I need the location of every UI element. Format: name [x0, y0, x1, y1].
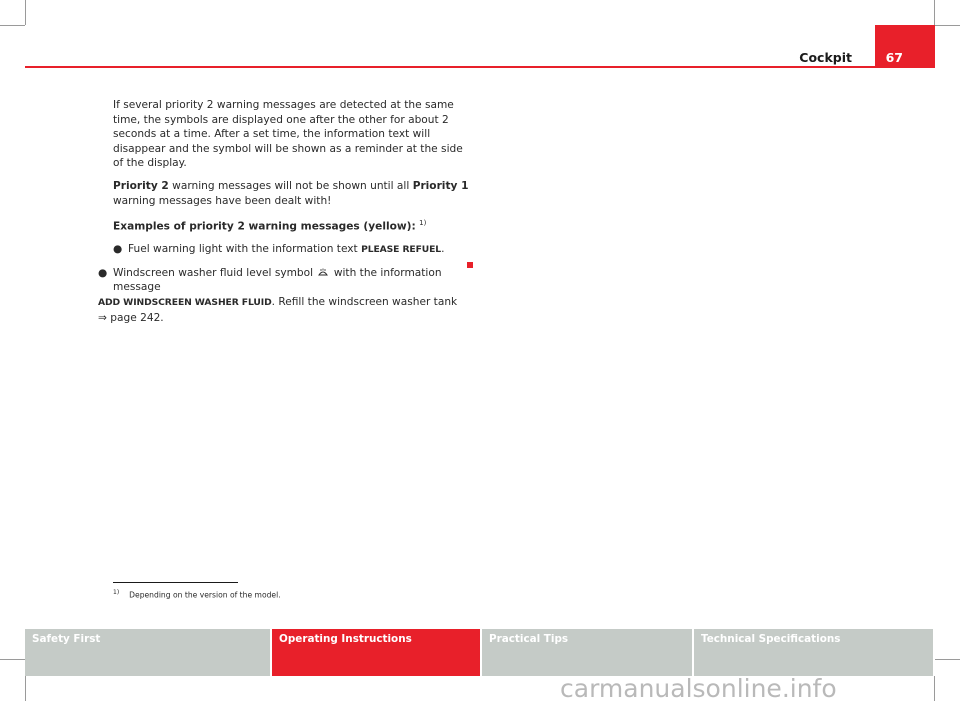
crop-mark — [25, 0, 26, 25]
footer-tab-practical-tips[interactable]: Practical Tips — [482, 629, 692, 676]
footer-tab-safety-first[interactable]: Safety First — [25, 629, 270, 676]
watermark: carmanualsonline.info — [560, 674, 837, 703]
bullet-icon: ● — [98, 266, 108, 279]
crop-mark — [934, 676, 935, 701]
crop-mark — [25, 676, 26, 701]
crop-mark — [934, 0, 935, 25]
section-title: Cockpit — [799, 50, 852, 65]
main-content — [98, 98, 473, 333]
page-number: 67 — [885, 50, 903, 65]
cross-ref-link[interactable]: ⇒ page 242. — [98, 311, 164, 324]
footer-tab-technical-specifications[interactable]: Technical Specifications — [694, 629, 933, 676]
crop-mark — [935, 659, 960, 660]
footnote: $^{1)}$ Depending on the version of the model. — [113, 589, 281, 600]
footer-nav — [25, 629, 935, 676]
examples-heading: Examples of priority 2 warning messages (yellow): $^{1)}$ — [113, 219, 427, 233]
washer-fluid-icon — [318, 268, 328, 277]
list-item: ● Fuel warning light with the information text PLEASE REFUEL. — [113, 243, 445, 256]
list-item: ● Windscreen washer fluid level symbol with the information message ADD WINDSCREEN WASHER FLUID. Refill the windscreen washer tank ⇒ page 242. — [98, 266, 458, 324]
paragraph: If several priority 2 warning messages are detected at the same time, the symbols are displayed one after the other for about 2 seconds at a time. After a set time, the information text will disappear and the symbol will be shown as a reminder at the side of the display. — [113, 99, 463, 170]
bullet-icon: ● — [113, 243, 123, 256]
footnote-ref[interactable]: 1) — [419, 219, 427, 228]
header-rule — [25, 66, 935, 68]
paragraph: Priority 2 warning messages will not be shown until all Priority 1 warning messages have been dealt with! — [113, 179, 469, 207]
crop-mark — [0, 25, 25, 26]
crop-mark — [0, 659, 25, 660]
section-end-marker — [467, 262, 473, 268]
crop-mark — [935, 25, 960, 26]
footnote-rule — [113, 582, 238, 583]
footer-tab-operating-instructions[interactable]: Operating Instructions — [272, 629, 480, 676]
